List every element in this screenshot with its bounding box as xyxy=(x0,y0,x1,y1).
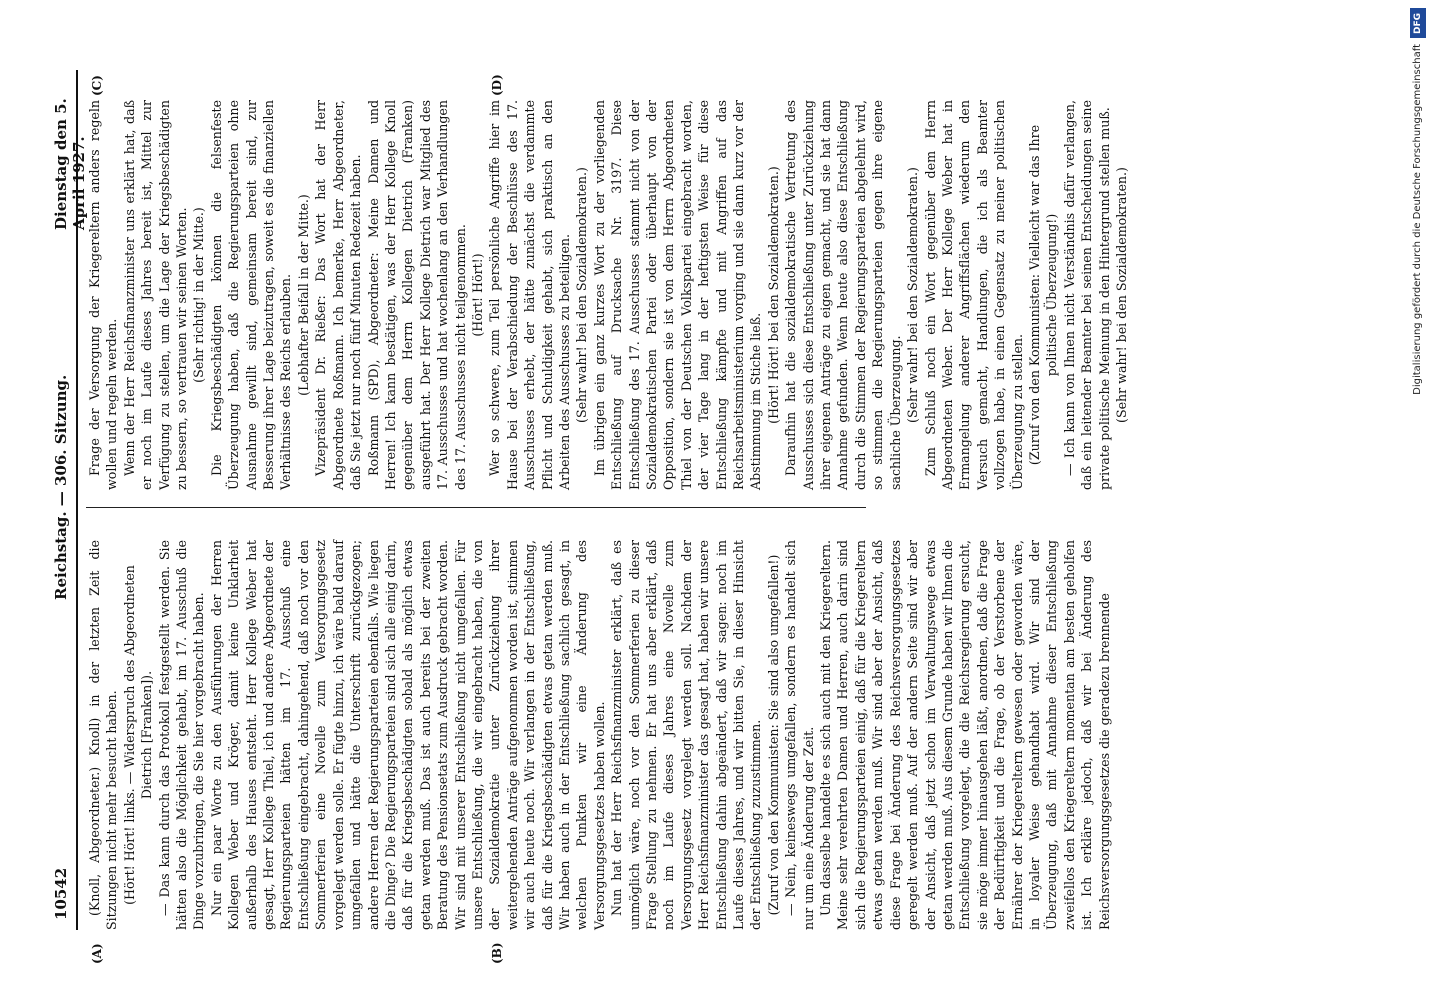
interjection: (Zuruf von den Kommunisten: Vielleicht war das Ihre politische Überzeugung!) xyxy=(1026,124,1060,466)
session-date: Dienstag den 5. April 1927. xyxy=(52,98,88,230)
interjection: (Sehr richtig! in der Mitte.) xyxy=(191,207,207,383)
rotated-page xyxy=(50,70,1410,964)
interjection: (Sehr wahr! bei den Sozialdemokraten.) xyxy=(574,167,590,423)
interjection: (Hört! Hört!) xyxy=(469,253,485,337)
paragraph: Nun hat der Herr Reichsfinanzminister erklärt, daß es unmöglich wäre, noch vor den Sommerferien zu dieser Frage Stellung zu nehmen. Er hat uns aber erklärt, daß noch im Laufe dieses Jahres eine Novelle zum Versorgungsgesetz vorgelegt werden soll. Nachdem der Herr Reichsfinanzminister das gesagt hat, haben wir unsere Entschließung dahin abgeändert, daß wir sagen: noch im Laufe dieses Jahres, und wir bitten Sie, in dieser Hinsicht der Entschließung zuzustimmen. xyxy=(609,540,764,930)
right-column xyxy=(86,100,1130,490)
page-frame xyxy=(50,70,1410,964)
column-divider xyxy=(86,507,866,508)
paragraph: Die Kriegsbeschädigten können die felsenfeste Überzeugung haben, daß die Regierungsparteien ohne Ausnahme gewillt sind, gemeinsam bereit sind, zur Besserung ihrer Lage beizutragen, soweit es die finanziellen Verhältnisse des Reichs erlauben. xyxy=(208,100,294,490)
interjection: (Hört! Hört! links. — Widerspruch des Abgeordneten Dietrich [Franken]). xyxy=(121,565,155,905)
margin-mark-c: (C) xyxy=(90,75,104,96)
paragraph: Frage der Versorgung der Kriegereltern anders regeln wollen und regeln werden. xyxy=(87,100,120,490)
paragraph: Um dasselbe handelte es sich auch mit den Kriegereltern. Meine sehr verehrten Damen und Herren, auch darin sind sich die Regierungsparteien einig, daß für die Kriegereltern etwas getan werden muß. Wir sind aber der Ansicht, daß diese Frage bei Änderung des Reichsversorgungsgesetzes geregelt werden muß. Auf der andern Seite sind wir aber der Ansicht, daß jetzt schon im Verwaltungswege etwas getan werden muß. Aus diesem Grunde haben wir Ihnen die Entschließung vorgelegt, die die Reichsregierung ersucht, sie möge immer hinausgehen läßt, anordnen, daß die Frage der Bedürftigkeit und die Frage, ob der Verstorbene der Ernährer der Kriegereltern gewesen oder geworden wäre, in loyaler Weise gehandhabt wird. Wir sind der Überzeugung, daß mit Annahme dieser Entschließung zweifellos den Kriegereltern momentan am besten geholfen ist. Ich erkläre jedoch, daß wir bei Änderung des Reichsversorgungsgesetzes die geradezu brennende xyxy=(818,540,1112,930)
paragraph: — Nein, keineswegs umgefallen, sondern es handelt sich nur um eine Änderung der Zeit. xyxy=(783,540,816,930)
interjection: (Sehr wahr! bei den Sozialdemokraten.) xyxy=(1113,167,1129,423)
dfg-funding-note: Digitalisierung gefördert durch die Deutsche Forschungsgemeinschaft xyxy=(1412,44,1423,395)
paragraph: Im übrigen ein ganz kurzes Wort zu der vorliegenden Entschließung auf Drucksache Nr. 3197. Diese Entschließung des 17. Ausschusses stammt nicht von der Sozialdemokratischen Partei oder überhaupt von der Opposition, sondern sie ist von dem Herrn Abgeordneten Thiel von der Deutschen Volkspartei eingebracht worden, der vier Tage lang in der heftigsten Weise für diese Entschließung kämpfte und mit Angriffen auf das Reichsarbeitsministerium vorging und sie dann kurz vor der Abstimmung im Stiche ließ. xyxy=(591,100,764,490)
paragraph: Nur ein paar Worte zu den Ausführungen der Herren Kollegen Weber und Kröger, damit keine Unklarheit außerhalb des Hauses entsteht. Herr Kollege Weber hat gesagt, Herr Kollege Thiel, ich und andere Abgeordnete der Regierungsparteien hätten im 17. Ausschuß eine Entschließung eingebracht, dahingehend, daß noch vor den Sommerferien eine Novelle zum Versorgungsgesetz vorgelegt werden solle. Er fügte hinzu, ich wäre bald darauf umgefallen und hätte die Unterschrift zurückgezogen; andere Herren der Regierungsparteien ebenfalls. Wie liegen die Dinge? Die Regierungsparteien sind sich alle einig darin, daß für die Kriegsbeschädigten sobald als möglich etwas getan werden muß. Das ist auch bereits bei der zweiten Beratung des Pensionsetats zum Ausdruck gebracht worden. Wir sind mit unserer Entschließung nicht umgefallen. Für unsere Entschließung, die wir eingebracht haben, die von der Sozialdemokratie unter Zurückziehung ihrer weitergehenden Anträge aufgenommen worden ist, stimmen wir auch heute noch. Wir verlangen in der Entschließung, daß für die Kriegsbeschädigten etwas getan werden muß. Wir haben auch in der Entschließung sachlich gesagt, in welchen Punkten wir eine Änderung des Versorgungsgesetzes haben wollen. xyxy=(208,540,607,930)
left-column xyxy=(86,540,1113,930)
paragraph: (Knoll, Abgeordneter.) Knoll) in der letzten Zeit die Sitzungen nicht mehr besucht haben. xyxy=(87,540,120,930)
paragraph: — Ich kann von Ihnen nicht Verständnis dafür verlangen, daß ein leitender Beamter bei seinen Entscheidungen seine private politische Meinung in den Hintergrund stellen muß. xyxy=(1061,100,1112,490)
margin-mark-b: (B) xyxy=(490,942,504,964)
page-header xyxy=(50,70,88,930)
paragraph: Vizepräsident Dr. Rießer: Das Wort hat der Herr Abgeordnete Roßmann. Ich bemerke, Herr Abgeordneter, daß Sie jetzt nur noch fünf Minuten Redezeit haben. xyxy=(313,100,364,490)
interjection: (Zuruf von den Kommunisten: Sie sind also umgefallen!) xyxy=(765,554,781,916)
interjection: (Lebhafter Beifall in der Mitte.) xyxy=(295,194,311,396)
session-title: Reichstag. — 306. Sitzung. xyxy=(52,374,70,600)
margin-mark-d: (D) xyxy=(490,74,504,96)
interjection: (Sehr wahr! bei den Sozialdemokraten.) xyxy=(905,167,921,423)
paragraph: Daraufhin hat die sozialdemokratische Vertretung des Ausschusses sich diese Entschließung unter Zurückziehung ihrer eigenen Anträge zu eigen gemacht, und sie hat dann Annahme gefunden. Wenn heute also diese Entschließung durch die Stimmen der Regierungsparteien abgelehnt wird, so stimmen die Regierungsparteien gegen ihre eigene sachliche Überzeugung. xyxy=(783,100,903,490)
page-number: 10542 xyxy=(52,867,70,920)
paragraph: Wer so schwere, zum Teil persönliche Angriffe hier im Hause bei der Verabschiedung der Beschlüsse des 17. Ausschusses erhebt, der hätte zunächst die verdammte Pflicht und Schuldigkeit gehabt, sich praktisch an den Arbeiten des Ausschusses zu beteiligen. xyxy=(487,100,572,490)
paragraph: Roßmann (SPD), Abgeordneter: Meine Damen und Herren! Ich kann bestätigen, was der Herr Kollege Knoll gegenüber dem Herrn Kollegen Dietrich (Franken) ausgeführt hat. Der Herr Kollege Dietrich war Mitglied des 17. Ausschusses und hat wochenlang an den Verhandlungen des 17. Ausschusses nicht teilgenommen. xyxy=(365,100,468,490)
paragraph: Zum Schluß noch ein Wort gegenüber dem Herrn Abgeordneten Weber. Der Herr Kollege Weber hat in Ermangelung anderer Angriffsflächen wiederum den Versuch gemacht, Handlungen, die ich als Beamter vollzogen habe, in einen Gegensatz zu meiner politischen Überzeugung zu stellen. xyxy=(922,100,1025,490)
paragraph: — Das kann durch das Protokoll festgestellt werden. Sie hätten also die Möglichkeit gehabt, im 17. Ausschuß die Dinge vorzubringen, die Sie hier vorgebracht haben. xyxy=(156,540,207,930)
margin-mark-a: (A) xyxy=(90,943,104,964)
interjection: (Hört! Hört! bei den Sozialdemokraten.) xyxy=(765,166,781,424)
dfg-logo: DFG xyxy=(1410,8,1426,38)
dfg-stamp xyxy=(1410,8,1428,998)
paragraph: Wenn der Herr Reichsfinanzminister uns erklärt hat, daß er noch im Laufe dieses Jahres bereit ist, Mittel zur Verfügung zu stellen, um die Lage der Kriegsbeschädigten zu bessern, so vertrauen wir seinen Worten. xyxy=(121,100,190,490)
